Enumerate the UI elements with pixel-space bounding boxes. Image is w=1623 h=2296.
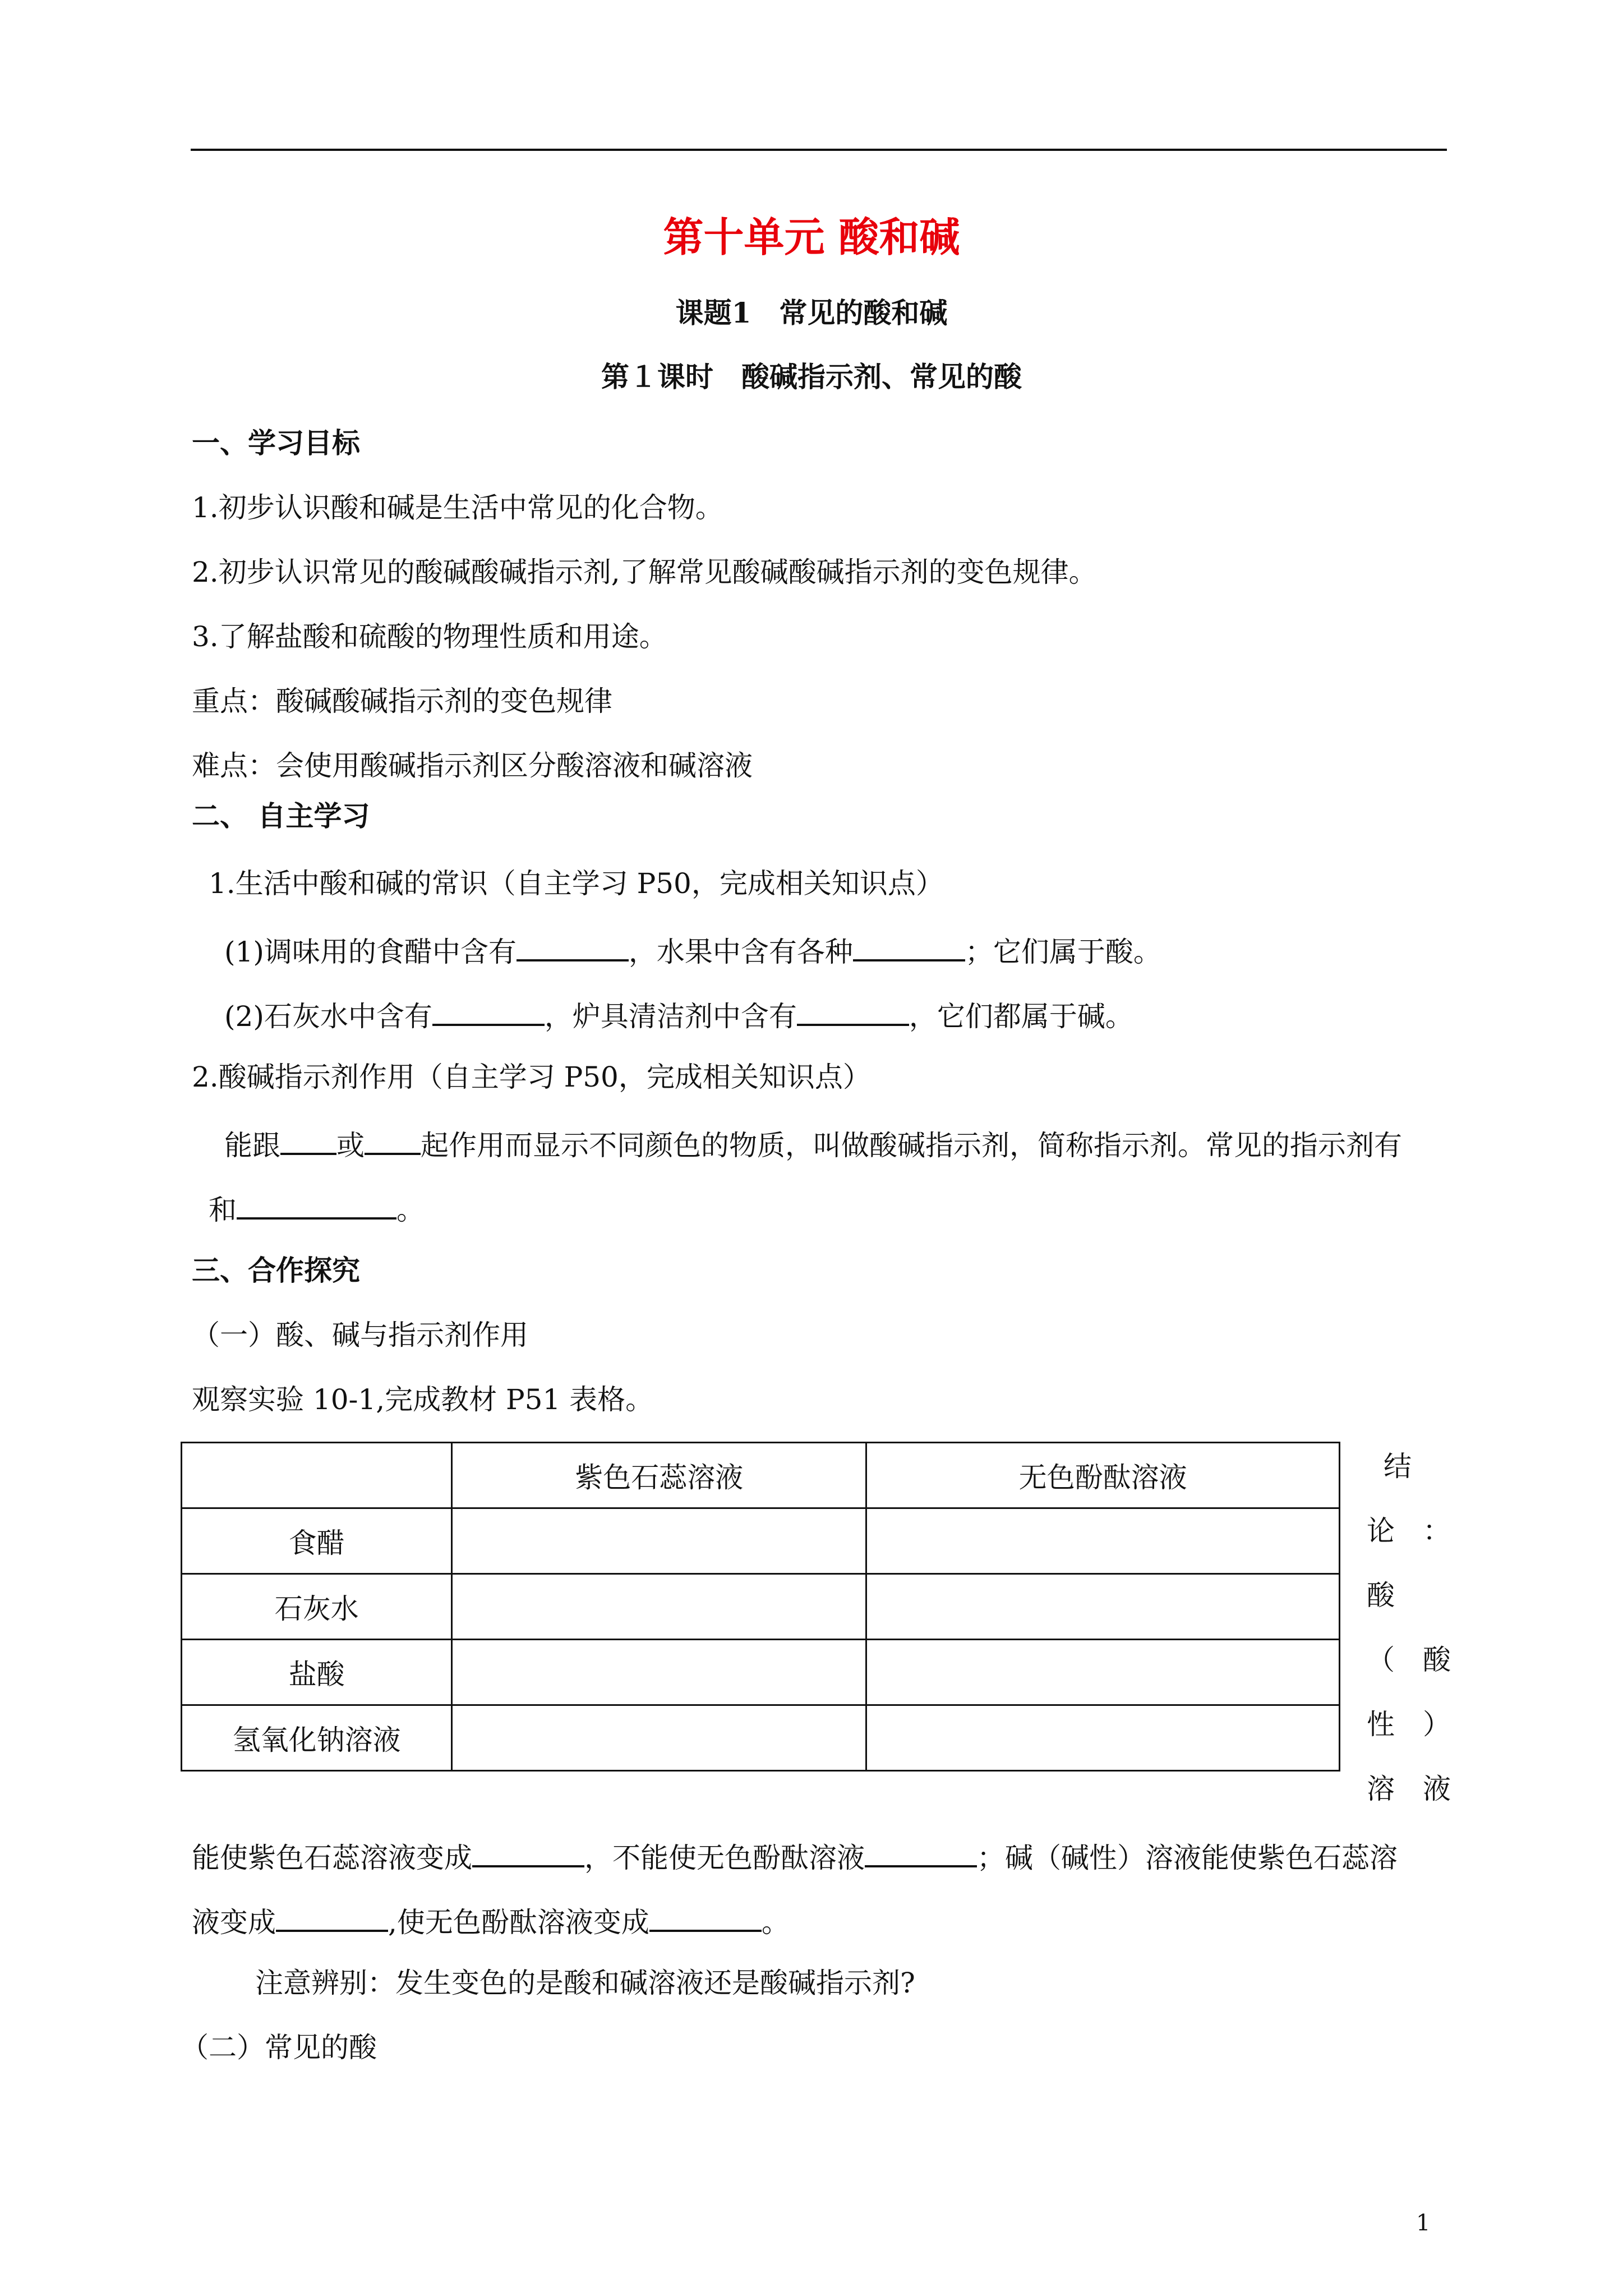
table-header-cell: 无色酚酞溶液 <box>866 1443 1340 1508</box>
table-header-cell <box>182 1443 452 1508</box>
answer-blank[interactable] <box>865 1837 977 1867</box>
table-cell-answer[interactable] <box>866 1640 1340 1705</box>
table-row <box>182 1705 1340 1771</box>
objective-item: 3.了解盐酸和硫酸的物理性质和用途。 <box>192 620 667 653</box>
difficulty-point: 难点：会使用酸碱指示剂区分酸溶液和碱溶液 <box>192 749 753 782</box>
side-conclusion-line: （ 酸 <box>1367 1644 1451 1676</box>
table-header-cell: 紫色石蕊溶液 <box>452 1443 866 1508</box>
table-cell-answer[interactable] <box>866 1508 1340 1574</box>
side-conclusion-line: 论 ： <box>1367 1515 1451 1547</box>
side-conclusion-line: 酸 <box>1367 1579 1395 1612</box>
table-row <box>182 1574 1340 1640</box>
question-2a <box>224 1125 1402 1162</box>
part-2-heading: （二）常见的酸 <box>181 2031 377 2064</box>
section-heading-self-study: 二、 自主学习 <box>192 799 370 832</box>
answer-blank[interactable] <box>280 1125 336 1155</box>
objective-item: 2.初步认识常见的酸碱酸碱指示剂,了解常见酸碱酸碱指示剂的变色规律。 <box>192 556 1097 588</box>
answer-blank[interactable] <box>237 1189 396 1220</box>
question-text: 。 <box>396 1194 425 1226</box>
answer-blank[interactable] <box>797 996 909 1026</box>
answer-blank[interactable] <box>276 1902 388 1932</box>
side-conclusion-line: 溶 液 <box>1367 1773 1451 1805</box>
question-text: (1)调味用的食醋中含有 <box>224 936 517 968</box>
conclusion-line-1 <box>192 1837 1398 1875</box>
question-text: 或 <box>336 1129 365 1162</box>
answer-blank[interactable] <box>432 996 545 1026</box>
table-cell-answer[interactable] <box>452 1640 866 1705</box>
answer-blank[interactable] <box>649 1902 762 1932</box>
question-1: 1.生活中酸和碱的常识（自主学习 P50，完成相关知识点） <box>209 867 944 900</box>
table-cell-answer[interactable] <box>866 1705 1340 1771</box>
page-number: 1 <box>1416 2210 1431 2236</box>
table-cell-answer[interactable] <box>452 1508 866 1574</box>
question-text: ，水果中含有各种 <box>628 936 853 968</box>
table-row-label: 石灰水 <box>182 1574 452 1640</box>
table-row <box>182 1508 1340 1574</box>
part-1-heading: （一）酸、碱与指示剂作用 <box>192 1319 528 1351</box>
conclusion-text: 。 <box>761 1906 790 1939</box>
answer-blank[interactable] <box>853 931 965 961</box>
question-text: ，它们都属于碱。 <box>909 1000 1133 1033</box>
page-title: 第十单元 酸和碱 <box>663 213 960 261</box>
conclusion-text: ；碱（碱性）溶液能使紫色石蕊溶 <box>977 1842 1398 1874</box>
table-cell-answer[interactable] <box>452 1705 866 1771</box>
period-subtitle: 第１课时 酸碱指示剂、常见的酸 <box>601 360 1022 393</box>
section-heading-cooperative: 三、合作探究 <box>192 1254 360 1287</box>
question-1a <box>224 931 1161 969</box>
table-row-label: 食醋 <box>182 1508 452 1574</box>
answer-blank[interactable] <box>472 1837 584 1867</box>
lesson-subtitle: 课题1 常见的酸和碱 <box>675 296 948 329</box>
note-text: 注意辨别：发生变色的是酸和碱溶液还是酸碱指示剂? <box>255 1967 915 1999</box>
question-text: 起作用而显示不同颜色的物质，叫做酸碱指示剂，简称指示剂。常见的指示剂有 <box>421 1129 1402 1162</box>
table-row-label: 盐酸 <box>182 1640 452 1705</box>
section-heading-objectives: 一、学习目标 <box>192 426 360 459</box>
header-rule <box>191 149 1447 151</box>
question-2: 2.酸碱指示剂作用（自主学习 P50，完成相关知识点） <box>192 1061 871 1093</box>
question-text: 和 <box>209 1194 237 1226</box>
conclusion-line-2 <box>192 1902 790 1939</box>
answer-blank[interactable] <box>365 1125 421 1155</box>
answer-blank[interactable] <box>517 931 629 961</box>
question-2b <box>209 1189 425 1227</box>
objective-item: 1.初步认识酸和碱是生活中常见的化合物。 <box>192 491 723 524</box>
conclusion-text: 能使紫色石蕊溶液变成 <box>192 1842 472 1874</box>
side-conclusion-line: 结 <box>1384 1450 1412 1483</box>
question-text: ；它们属于酸。 <box>965 936 1161 968</box>
question-text: (2)石灰水中含有 <box>224 1000 432 1033</box>
table-row <box>182 1640 1340 1705</box>
table-cell-answer[interactable] <box>452 1574 866 1640</box>
question-text: ，炉具清洁剂中含有 <box>544 1000 797 1033</box>
question-1b <box>224 996 1133 1033</box>
table-row-label: 氢氧化钠溶液 <box>182 1705 452 1771</box>
table-header-row <box>182 1443 1340 1508</box>
indicator-table <box>181 1442 1340 1772</box>
key-point: 重点：酸碱酸碱指示剂的变色规律 <box>192 685 612 717</box>
conclusion-text: ，不能使无色酚酞溶液 <box>584 1842 865 1874</box>
table-cell-answer[interactable] <box>866 1574 1340 1640</box>
question-text: 能跟 <box>224 1129 280 1162</box>
conclusion-text: ,使无色酚酞溶液变成 <box>388 1906 649 1939</box>
experiment-instruction: 观察实验 10-1,完成教材 P51 表格。 <box>192 1383 654 1416</box>
side-conclusion-line: 性 ） <box>1367 1708 1451 1741</box>
conclusion-text: 液变成 <box>192 1906 276 1939</box>
